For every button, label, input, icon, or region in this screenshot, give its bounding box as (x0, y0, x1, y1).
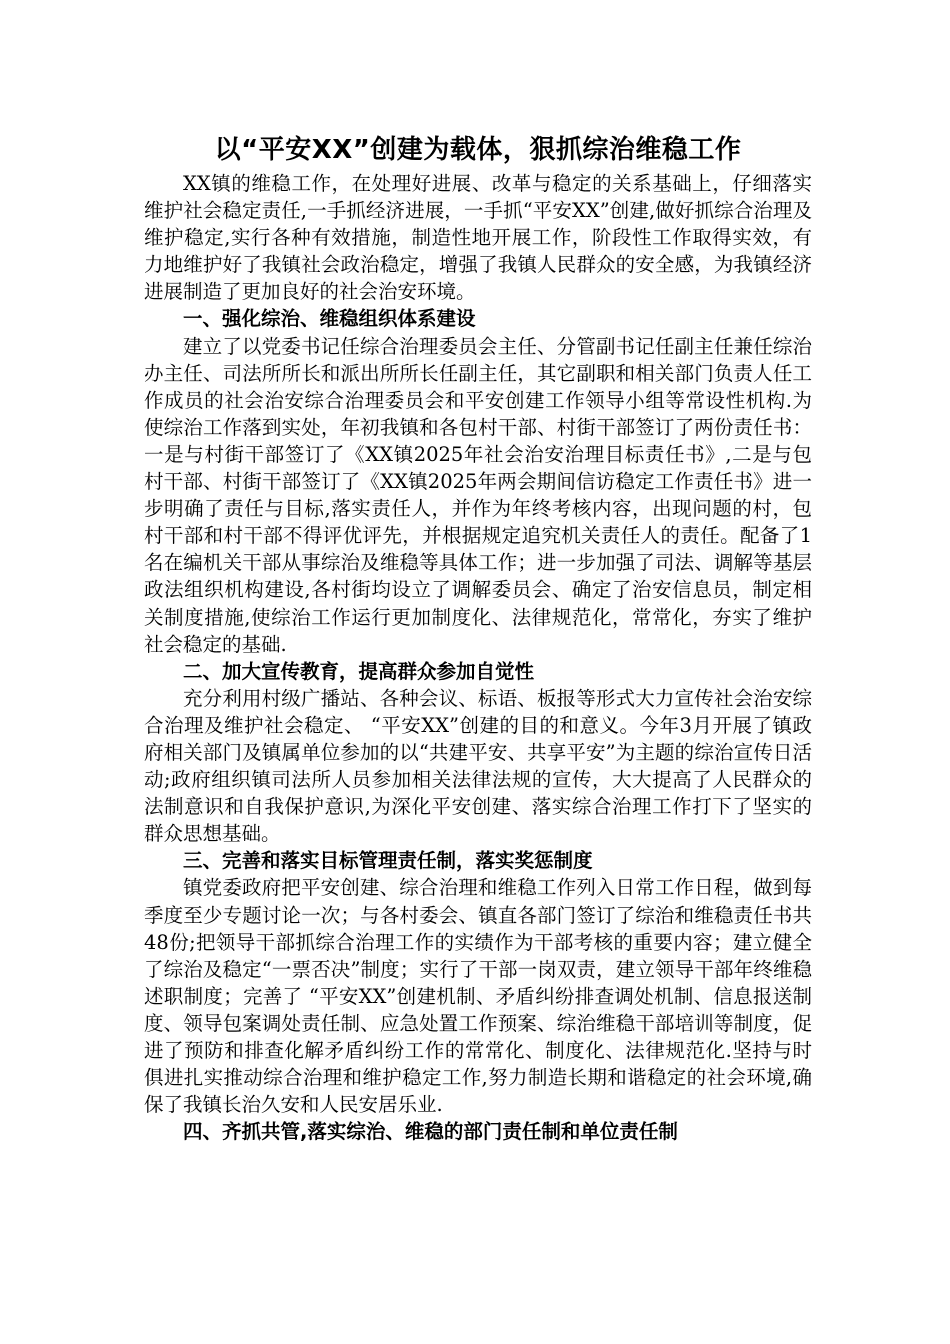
section-heading-3: 三、完善和落实目标管理责任制，落实奖惩制度 (183, 849, 593, 873)
document-title: 以“平安XX”创建为载体，狠抓综治维稳工作 (214, 135, 742, 165)
intro-paragraph: XX镇的维稳工作，在处理好进展、改革与稳定的关系基础上，仔细落实维护社会稳定责任,一手抓经济进展，一手抓“平安XX”创建,做好抓综合治理及维护稳定,实行各种有效措施，制造性地开展工作，阶段性工作取得实效，有力地维护好了我镇社会政治稳定，增强了我镇人民群众的安全感，为我镇经济进展制造了更加良好的社会治安环境。 (144, 172, 812, 304)
section-3-paragraph: 镇党委政府把平安创建、综合治理和维稳工作列入日常工作日程，做到每季度至少专题讨论一次；与各村委会、镇直各部门签订了综治和维稳责任书共48份;把领导干部抓综合治理工作的实绩作为干部考核的重要内容；建立健全了综治及稳定“一票否决”制度；实行了干部一岗双责，建立领导干部年终维稳述职制度；完善了 “平安XX”创建机制、矛盾纠纷排查调处机制、信息报送制度、领导包案调处责任制、应急处置工作预案、综治维稳干部培训等制度，促进了预防和排查化解矛盾纠纷工作的常常化、制度化、法律规范化.坚持与时俱进扎实推动综合治理和维护稳定工作,努力制造长期和谐稳定的社会环境,确保了我镇长治久安和人民安居乐业. (144, 876, 812, 1117)
document-body (144, 130, 812, 1145)
section-heading-2: 二、加大宣传教育，提高群众参加自觉性 (183, 659, 535, 683)
section-1-paragraph: 建立了以党委书记任综合治理委员会主任、分管副书记任副主任兼任综治办主任、司法所所长和派出所所长任副主任，其它副职和相关部门负责人任工作成员的社会治安综合治理委员会和平安创建工作领导小组等常设性机构.为使综治工作落到实处，年初我镇和各包村干部、村街干部签订了两份责任书：一是与村街干部签订了《XX镇2025年社会治安治理目标责任书》,二是与包村干部、村街干部签订了《XX镇2025年两会期间信访稳定工作责任书》进一步明确了责任与目标,落实责任人，并作为年终考核内容，出现问题的村，包村干部和村干部不得评优评先，并根据规定追究机关责任人的责任。配备了1名在编机关干部从事综治及维稳等具体工作；进一步加强了司法、调解等基层政法组织机构建设,各村街均设立了调解委员会、确定了治安信息员，制定相关制度措施,使综治工作运行更加制度化、法律规范化，常常化，夯实了维护社会稳定的基础. (144, 334, 812, 656)
section-2-paragraph: 充分利用村级广播站、各种会议、标语、板报等形式大力宣传社会治安综合治理及维护社会稳定、 “平安XX”创建的目的和意义。今年3月开展了镇政府相关部门及镇属单位参加的以“共建平安、共享平安”为主题的综治宣传日活动;政府组织镇司法所人员参加相关法律法规的宣传，大大提高了人民群众的法制意识和自我保护意识,为深化平安创建、落实综合治理工作打下了坚实的群众思想基础。 (144, 686, 812, 846)
section-heading-4: 四、齐抓共管,落实综治、维稳的部门责任制和单位责任制 (183, 1120, 678, 1144)
section-heading-1: 一、强化综治、维稳组织体系建设 (183, 307, 476, 331)
